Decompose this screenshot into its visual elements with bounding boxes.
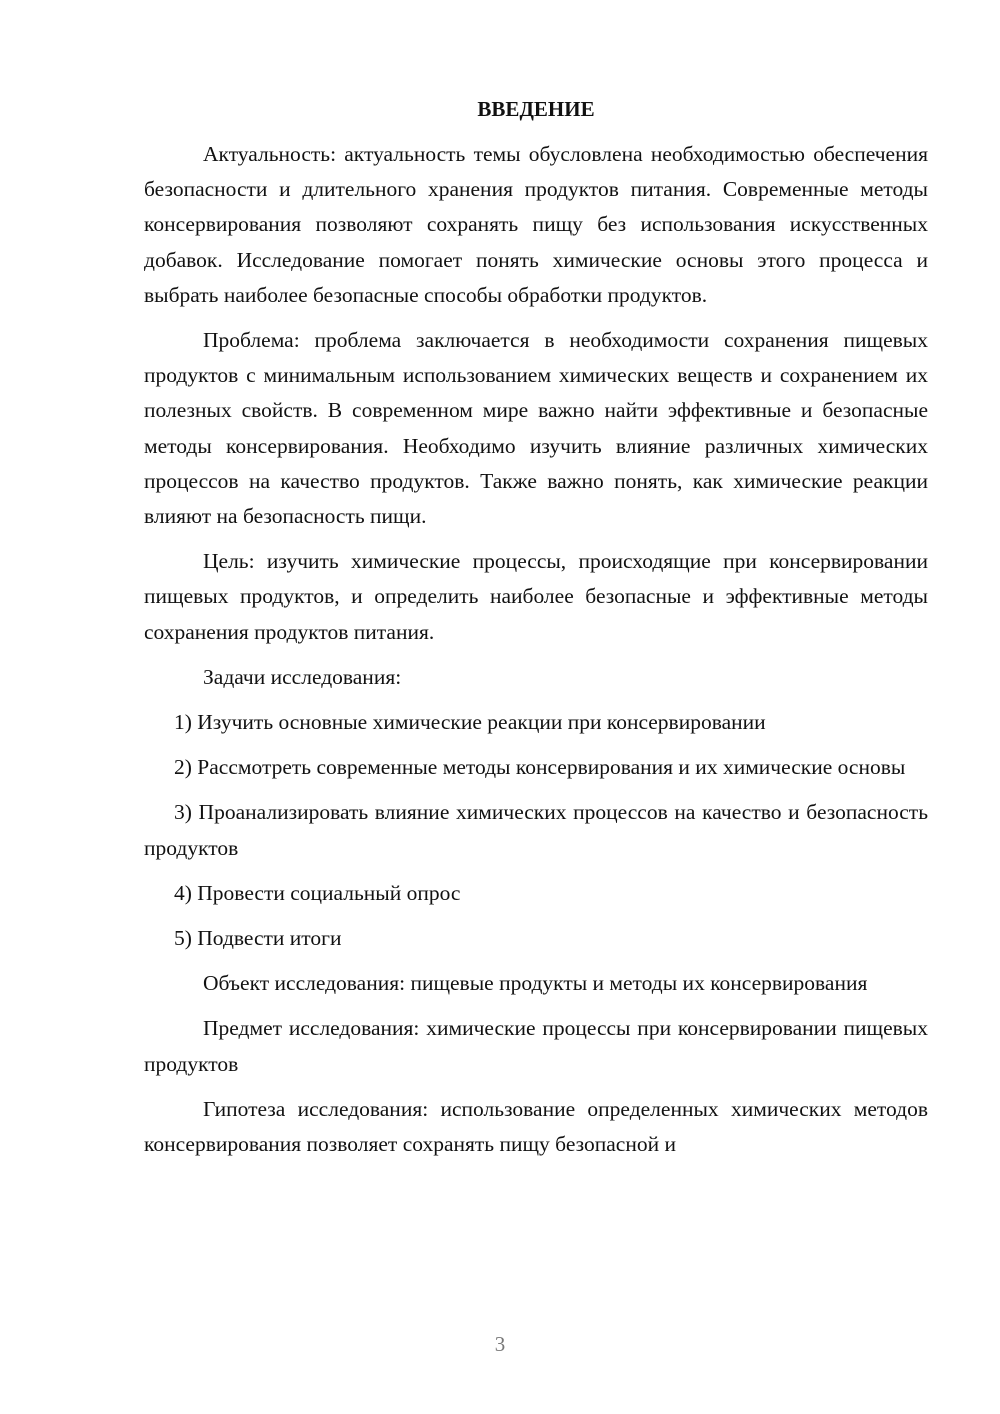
- task-item: 5) Подвести итоги: [174, 926, 342, 951]
- relevance-paragraph: Актуальность: актуальность темы обусловлена необходимостью обеспечения безопасности и длительного хранения продуктов питания. Современные методы консервирования позволяют сохранять пищу без использования искусственных добавок. Исследование помогает понять химические основы этого процесса и выбрать наиболее безопасные способы обработки продуктов.: [144, 142, 928, 307]
- task-item: 2) Рассмотреть современные методы консервирования и их химические основы: [174, 755, 906, 780]
- task-item: 3) Проанализировать влияние химических процессов на качество и безопасность продуктов: [144, 800, 928, 860]
- page-title: ВВЕДЕНИЕ: [477, 97, 595, 121]
- object-paragraph: Объект исследования: пищевые продукты и методы их консервирования: [203, 971, 868, 996]
- goal-paragraph: Цель: изучить химические процессы, происходящие при консервировании пищевых продуктов, и определить наиболее безопасные и эффективные методы сохранения продуктов питания.: [144, 549, 928, 644]
- task-item: 1) Изучить основные химические реакции при консервировании: [174, 710, 766, 735]
- page-content: [144, 92, 928, 1172]
- problem-paragraph: Проблема: проблема заключается в необходимости сохранения пищевых продуктов с минимальным использованием химических веществ и сохранением их полезных свойств. В современном мире важно найти эффективные и безопасные методы консервирования. Необходимо изучить влияние различных химических процессов на качество продуктов. Также важно понять, как химические реакции влияют на безопасность пищи.: [144, 328, 928, 529]
- hypothesis-paragraph: Гипотеза исследования: использование определенных химических методов консервирования позволяет сохранять пищу безопасной и: [144, 1096, 928, 1157]
- tasks-heading: Задачи исследования:: [203, 664, 402, 689]
- subject-paragraph: Предмет исследования: химические процессы при консервировании пищевых продуктов: [144, 1016, 928, 1076]
- task-item: 4) Провести социальный опрос: [174, 880, 461, 905]
- page-number: 3: [494, 1332, 506, 1356]
